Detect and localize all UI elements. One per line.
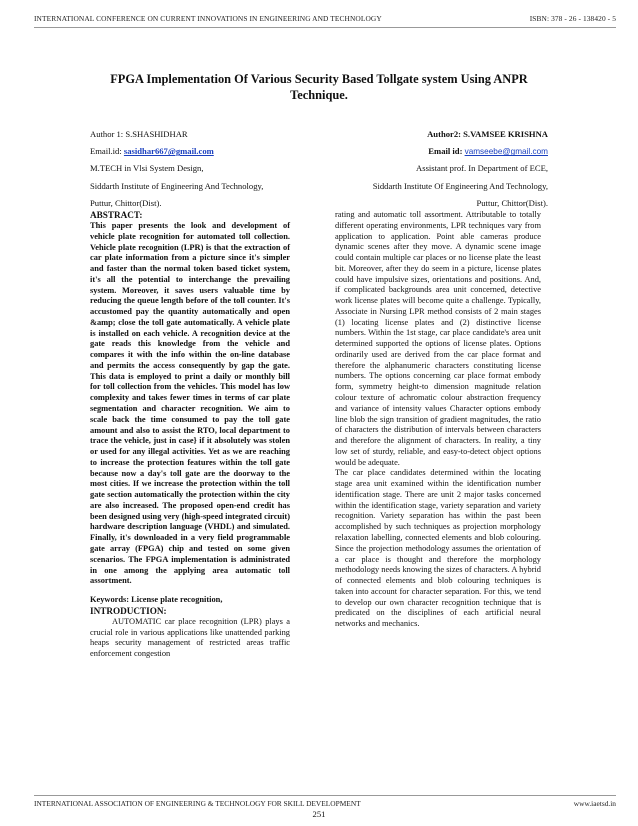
website-link[interactable]: www.iaetsd.in — [573, 799, 616, 808]
author1-email-link[interactable]: sasidhar667@gmail.com — [123, 146, 214, 157]
author2-email-link[interactable]: vamseebe@gmail.com — [464, 147, 548, 157]
page-number: 251 — [312, 809, 326, 819]
isbn: ISBN: 378 - 26 - 138420 - 5 — [529, 14, 616, 23]
abstract-heading: ABSTRACT: — [90, 210, 143, 220]
author-block — [90, 126, 548, 212]
author1-degree: M.TECH in Vlsi System Design, — [90, 163, 204, 174]
running-footer — [34, 795, 616, 808]
abstract-text: This paper presents the look and development of vehicle plate recognition for automated toll collection. Vehicle plate recognition (LPR) is that the extraction of car plate information from a picture since it's simpler and faster than the normal token based ticket system, it's all the potential to interchange the prevailing system. Moreover, it saves users valuable time by reducing the queue length before of the toll counter. It's accustomed pay the quantity automatically and open &amp; close the toll gate automatically. A vehicle plate is installed on each vehicle. A recognition device at the gate reads this knowledge from the vehicle and compares it with the info within the on-line database and permits the access consequently by gap the gate. This data is employed to print a daily or monthly bill for toll collection from the vehicles. This model has low complexity and takes fewer times in terms of car plate segmentation and character recognition. We aim to scale back the time consumed to pay the toll gate amount and also to assist the RTO, local department to trace the vehicle, just in case} if it absolutely was stolen or used for any illegal activities. Yet as we are reaching to increase the protection features within the toll gate because now a day's toll gate are the doorway to the most cities. If we increase the protection within the toll gate section automatically the protection within the city are also increased. The proposed open-end credit has been designed using very (high-speed integrated circuit) hardware description language (VHDL) and simulated. Finally, it's downloaded in a very field programmable gate array (FPGA) chip and tested on some given scenarios. The FPGA implementation is administrated in one among the applying area automatic toll assortment. — [90, 221, 290, 586]
body-paragraph-1: rating and automatic toll assortment. Attributable to totally different operating environments, LPR techniques vary from application to application. Point able cameras produce dynamic scenes after they move. A dynamic scene image could contain multiple car places or no license plate the least bit. Moreover, after they do seem in a picture, license plates could have impulsive sizes, orientations and positions. And, if complicated backgrounds area unit concerned, detective work license plates will become quite a challenge. Typically, Associate in Nursing LPR method consists of 2 main stages (1) locating license plates and (2) distinctive license numbers. Within the 1st stage, car place candidate's area unit determined supported the options of license plates. Options ordinarily used are derived from the car place format and therefore the alphanumeric characters constituting license numbers. The options concerning car place format embody form, symmetry height-to dimension magnitude relation colour texture of achromatic colour abstraction frequency and variance of intensity values Character options embody line blob the sign transition of gradient magnitudes, the ratio of characters the distribution of intervals between characters and therefore the alignment of characters. In reality, a tiny low set of sturdy, reliable, and easy-to-detect object options would be adequate. — [335, 210, 541, 467]
author1-email-line — [90, 143, 214, 160]
author2-email-label: Email id: — [428, 146, 465, 157]
paper-title: FPGA Implementation Of Various Security Based Tollgate system Using ANPR Technique. — [110, 72, 528, 102]
body-paragraph-2: The car place candidates determined within the locating stage area unit examined within the identification number identification stage. There are unit 2 major tasks concerned within the identification stage, variety separation and variety recognition. Variety separation has within the past been accomplished by such techniques as projection morphology relaxation labelling, connected elements and blob colouring. Since the projection methodology assumes the orientation of a car place is thought and therefore the morphology methodology needs knowing the sizes of characters. A hybrid of connected elements and blob colouring techniques is taken into account for character separation. For this, we tend to develop our own character recognition technique that is predicated on the disciplines of each artificial neural networks and mechanics. — [335, 468, 541, 629]
association-name: INTERNATIONAL ASSOCIATION OF ENGINEERING & TECHNOLOGY FOR SKILL DEVELOPMENT — [34, 799, 361, 808]
keywords: Keywords: License plate recognition, — [90, 595, 223, 605]
author2-institute: Siddarth Institute Of Engineering And Technology, — [372, 180, 548, 191]
right-column — [335, 210, 541, 630]
introduction-text: AUTOMATIC car place recognition (LPR) plays a crucial role in various applications like unattended parking heaps security management of restricted areas traffic enforcement congestion — [90, 616, 290, 659]
author2-email-line — [428, 143, 548, 160]
author2-location: Puttur, Chittor(Dist). — [476, 197, 548, 208]
author1-location: Puttur, Chittor(Dist). — [90, 197, 162, 208]
author1-email-label: Email.id: — [90, 146, 124, 157]
author1-name: Author 1: S.SHASHIDHAR — [90, 129, 188, 139]
author2-position: Assistant prof. In Department of ECE, — [416, 163, 548, 174]
author1-institute: Siddarth Institute of Engineering And Technology, — [90, 180, 264, 191]
left-column — [90, 210, 290, 660]
running-header — [34, 14, 616, 28]
conference-name: INTERNATIONAL CONFERENCE ON CURRENT INNOVATIONS IN ENGINEERING AND TECHNOLOGY — [34, 14, 382, 23]
author2-name: Author2: S.VAMSEE KRISHNA — [427, 129, 548, 139]
introduction-heading: INTRODUCTION: — [90, 605, 167, 616]
